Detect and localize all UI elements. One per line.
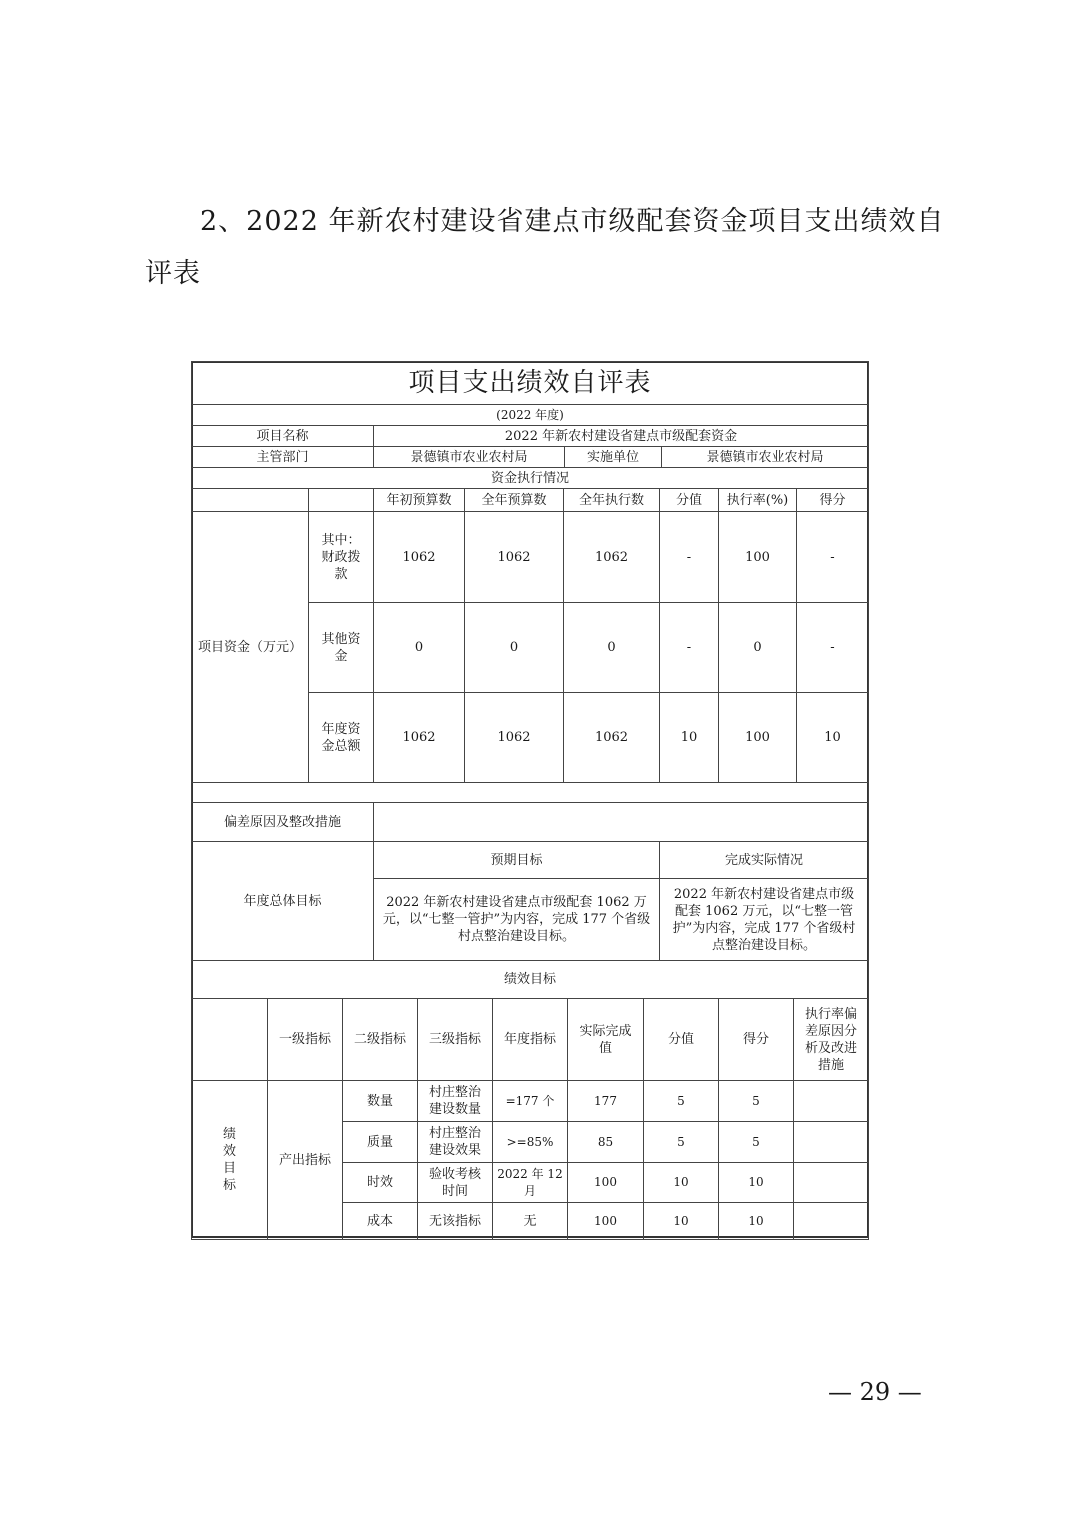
- funds-cell: 1062: [563, 692, 660, 783]
- funds-cell: -: [796, 602, 869, 693]
- perf-note: [793, 1162, 869, 1203]
- funds-cell: 100: [718, 692, 797, 783]
- perf-target: 无: [492, 1202, 568, 1240]
- perf-target: >=85%: [492, 1121, 568, 1163]
- funds-header: 分值: [659, 488, 719, 512]
- funds-row-label: 年度资金总额: [308, 692, 374, 783]
- perf-actual: 100: [567, 1162, 644, 1203]
- funds-cell: 0: [563, 602, 660, 693]
- table-title: 项目支出绩效自评表: [191, 361, 869, 405]
- funds-cell: 1062: [373, 692, 465, 783]
- page-number: — 29 —: [828, 1378, 922, 1406]
- perf-header: 三级指标: [417, 998, 493, 1081]
- perf-actual: 100: [567, 1202, 644, 1240]
- expected-goal-text: 2022 年新农村建设省建点市级配套 1062 万元，以“七整一管护”为内容，完成 177 个省级村点整治建设目标。: [373, 878, 660, 961]
- perf-l2: 成本: [342, 1202, 418, 1240]
- expected-goal-header: 预期目标: [373, 841, 660, 879]
- perf-note: [793, 1121, 869, 1163]
- perf-score: 5: [718, 1121, 794, 1163]
- funds-row-label: 其他资金: [308, 602, 374, 693]
- perf-score-value: 10: [643, 1162, 719, 1203]
- perf-l3: 村庄整治建设效果: [417, 1121, 493, 1163]
- funds-cell: 0: [464, 602, 564, 693]
- perf-l2: 数量: [342, 1080, 418, 1122]
- funds-group-label: 项目资金（万元）: [191, 511, 309, 783]
- perf-l2: 质量: [342, 1121, 418, 1163]
- perf-l3: 无该指标: [417, 1202, 493, 1240]
- funds-cell: -: [796, 511, 869, 603]
- funds-cell: 1062: [464, 511, 564, 603]
- empty-cell: [308, 488, 374, 512]
- dept-label: 主管部门: [191, 446, 374, 468]
- document-heading: 2、2022 年新农村建设省建点市级配套资金项目支出绩效自评表: [145, 206, 945, 289]
- perf-header: 分值: [643, 998, 719, 1081]
- perf-note: [793, 1080, 869, 1122]
- funds-cell: 1062: [464, 692, 564, 783]
- perf-target: =177 个: [492, 1080, 568, 1122]
- funds-header: 年初预算数: [373, 488, 465, 512]
- funds-header: 全年执行数: [563, 488, 660, 512]
- funds-cell: -: [659, 602, 719, 693]
- perf-section-title: 绩效目标: [191, 960, 869, 999]
- perf-l2: 时效: [342, 1162, 418, 1203]
- funds-cell: 0: [373, 602, 465, 693]
- perf-actual: 85: [567, 1121, 644, 1163]
- dept-value: 景德镇市农业农村局: [373, 446, 565, 468]
- actual-status-text: 2022 年新农村建设省建点市级配套 1062 万元，以“七整一管护”为内容，完成 177 个省级村点整治建设目标。: [659, 878, 869, 961]
- project-name-label: 项目名称: [191, 425, 374, 447]
- funds-cell: -: [659, 511, 719, 603]
- perf-note: [793, 1202, 869, 1240]
- impl-label: 实施单位: [564, 446, 662, 468]
- perf-score: 5: [718, 1080, 794, 1122]
- actual-status-header: 完成实际情况: [659, 841, 869, 879]
- perf-level1: 产出指标: [267, 1080, 343, 1240]
- performance-self-evaluation-table: [191, 361, 869, 1238]
- impl-value: 景德镇市农业农村局: [661, 446, 869, 468]
- deviation-label: 偏差原因及整改措施: [191, 802, 374, 842]
- perf-header: 二级指标: [342, 998, 418, 1081]
- perf-header: 得分: [718, 998, 794, 1081]
- perf-group-label: 绩效目标: [191, 1080, 268, 1240]
- funds-cell: 1062: [373, 511, 465, 603]
- perf-score: 10: [718, 1162, 794, 1203]
- funds-cell: 1062: [563, 511, 660, 603]
- annual-goal-label: 年度总体目标: [191, 841, 374, 961]
- perf-header: 实际完成值: [567, 998, 644, 1081]
- funds-cell: 10: [796, 692, 869, 783]
- perf-l3: 村庄整治建设数量: [417, 1080, 493, 1122]
- funds-cell: 0: [718, 602, 797, 693]
- funds-header: 得分: [796, 488, 869, 512]
- perf-score-value: 5: [643, 1080, 719, 1122]
- perf-l3: 验收考核时间: [417, 1162, 493, 1203]
- funds-section-title: 资金执行情况: [191, 467, 869, 489]
- empty-cell: [191, 488, 309, 512]
- perf-header: 年度指标: [492, 998, 568, 1081]
- funds-header: 执行率(%): [718, 488, 797, 512]
- perf-score: 10: [718, 1202, 794, 1240]
- perf-score-value: 10: [643, 1202, 719, 1240]
- funds-header: 全年预算数: [464, 488, 564, 512]
- funds-cell: 10: [659, 692, 719, 783]
- perf-score-value: 5: [643, 1121, 719, 1163]
- empty-row: [191, 782, 869, 803]
- empty-cell: [191, 998, 268, 1081]
- perf-actual: 177: [567, 1080, 644, 1122]
- deviation-value: [373, 802, 869, 842]
- funds-row-label: 其中：财政拨款: [308, 511, 374, 603]
- table-year: (2022 年度): [191, 404, 869, 426]
- perf-header: 一级指标: [267, 998, 343, 1081]
- perf-target: 2022 年 12 月: [492, 1162, 568, 1203]
- perf-header: 执行率偏差原因分析及改进措施: [793, 998, 869, 1081]
- funds-cell: 100: [718, 511, 797, 603]
- project-name-value: 2022 年新农村建设省建点市级配套资金: [373, 425, 869, 447]
